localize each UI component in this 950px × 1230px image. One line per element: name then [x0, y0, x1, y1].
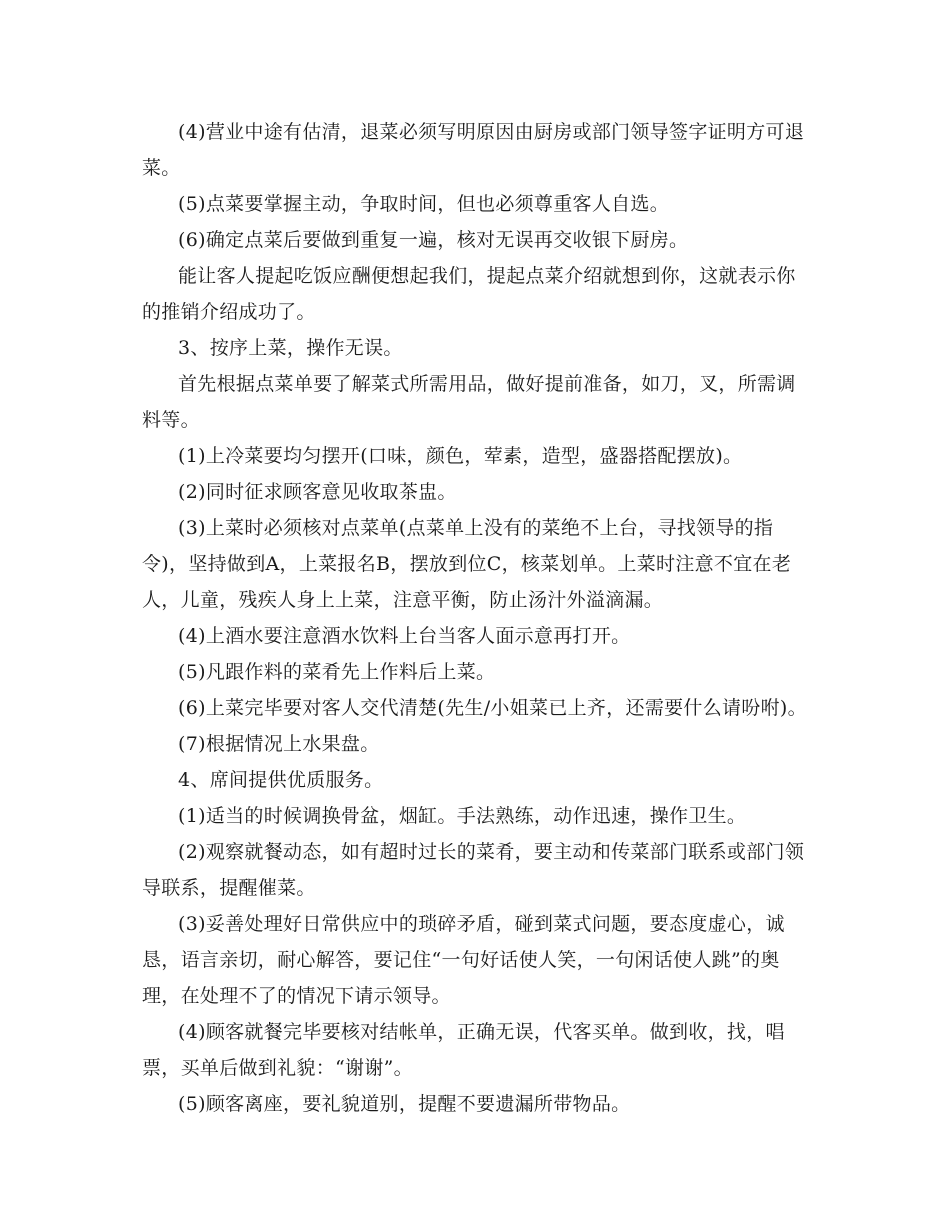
- paragraph-item-4-cancel-dish: (4)营业中途有估清，退菜必须写明原因由厨房或部门领导签字证明方可退菜。: [142, 121, 805, 179]
- paragraph-item-5-condiments: (5)凡跟作料的菜肴先上作料后上菜。: [178, 661, 496, 683]
- document-body: [142, 114, 814, 1122]
- paragraph-item-6-confirm-order: (6)确定点菜后要做到重复一遍，核对无误再交收银下厨房。: [178, 229, 689, 251]
- paragraph-item-5-farewell: (5)顾客离座，要礼貌道别，提醒不要遗漏所带物品。: [178, 1093, 631, 1115]
- paragraph-item-1-cold-dishes: (1)上冷菜要均匀摆开(口味，颜色，荤素，造型，盛器搭配摆放)。: [178, 445, 743, 467]
- paragraph-item-7-fruit-plate: (7)根据情况上水果盘。: [178, 733, 380, 755]
- section-heading-4: 4、席间提供优质服务。: [178, 769, 384, 791]
- paragraph-item-4-drinks: (4)上酒水要注意酒水饮料上台当客人面示意再打开。: [178, 625, 631, 647]
- paragraph-preparation: 首先根据点菜单要了解菜式所需用品，做好提前准备，如刀，叉，所需调料等。: [142, 373, 796, 431]
- section-heading-3: 3、按序上菜，操作无误。: [178, 337, 403, 359]
- paragraph-item-1-change-plates: (1)适当的时候调换骨盆，烟缸。手法熟练，动作迅速，操作卫生。: [178, 805, 747, 827]
- paragraph-item-6-all-served: (6)上菜完毕要对客人交代清楚(先生/小姐菜已上齐，还需要什么请吩咐)。: [178, 697, 807, 719]
- paragraph-item-5-take-order: (5)点菜要掌握主动，争取时间，但也必须尊重客人自选。: [178, 193, 670, 215]
- paragraph-item-3-check-order: (3)上菜时必须核对点菜单(点菜单上没有的菜绝不上台，寻找领导的指令)，坚持做到A，上菜报名B，摆放到位C，核菜划单。上菜时注意不宜在老人，儿童，残疾人身上上菜，注意平衡，防止汤汁外溢滴漏。: [142, 517, 792, 611]
- paragraph-item-4-check-bill: (4)顾客就餐完毕要核对结帐单，正确无误，代客买单。做到收，找，唱票，买单后做到礼貌：“谢谢”。: [142, 1021, 785, 1079]
- paragraph-sales-success: 能让客人提起吃饭应酬便想起我们，提起点菜介绍就想到你，这就表示你的推销介绍成功了。: [142, 265, 796, 323]
- paragraph-item-2-tea-cups: (2)同时征求顾客意见收取茶盅。: [178, 481, 457, 503]
- paragraph-item-2-observe-dining: (2)观察就餐动态，如有超时过长的菜肴，要主动和传菜部门联系或部门领导联系，提醒催菜。: [142, 841, 805, 899]
- paragraph-item-3-handle-conflicts: (3)妥善处理好日常供应中的琐碎矛盾，碰到菜式问题，要态度虚心，诚恳，语言亲切，耐心解答，要记住“一句好话使人笑，一句闲话使人跳”的奥理，在处理不了的情况下请示领导。: [142, 913, 785, 1007]
